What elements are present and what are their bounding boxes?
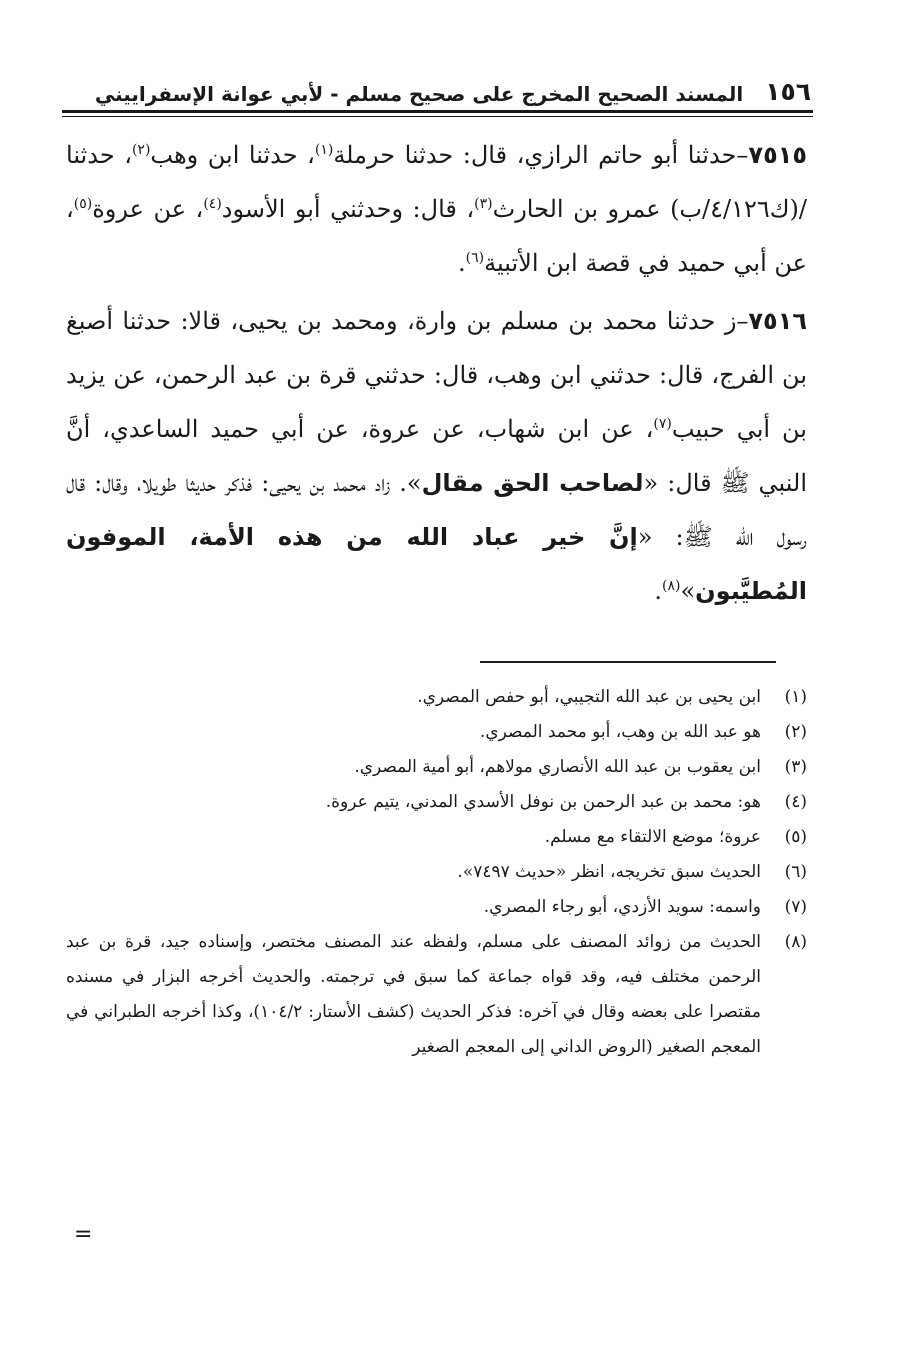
footnote-2: [66, 715, 807, 750]
prophetic-quote: لصاحب الحق مقال: [421, 469, 644, 497]
footnote-text: هو: محمد بن عبد الرحمن بن نوفل الأسدي المدني، يتيم عروة.: [325, 792, 761, 812]
footnote-8: [66, 925, 807, 1065]
hadith-number: ٧٥١٥: [748, 141, 808, 169]
page-header: [62, 60, 811, 106]
continuation-mark: =: [74, 1222, 93, 1247]
footnote-text: واسمه: سويد الأزدي، أبو رجاء المصري.: [483, 897, 761, 917]
header-rule: [62, 110, 813, 113]
prophetic-quote: إنَّ خير عباد الله من هذه الأمة، الموفون المُطيَّبون: [66, 523, 807, 605]
footnote-text: ابن يعقوب بن عبد الله الأنصاري مولاهم، أبو أمية المصري.: [354, 757, 761, 777]
hadith-text: –حدثنا أبو حاتم الرازي، قال: حدثنا حرملة: [333, 141, 749, 169]
footnote-text: ابن يحيى بن عبد الله التجيبي، أبو حفص المصري.: [417, 687, 761, 707]
footnote-ref: (١): [314, 142, 334, 158]
footnote-4: [66, 785, 807, 820]
page-number: ١٥٦: [765, 77, 811, 106]
hadith-text: ، قال: وحدثني أبو الأسود: [221, 195, 475, 223]
footnote-5: [66, 820, 807, 855]
footnote-ref: (٨): [662, 578, 681, 594]
footnote-ref: (٥): [73, 196, 93, 212]
footnote-ref: (٧): [653, 416, 672, 432]
footnote-1: [66, 680, 807, 715]
footnote-6: [66, 855, 807, 890]
footnotes: [66, 680, 807, 1065]
hadith-text: –ز حدثنا محمد بن مسلم بن وارة، ومحمد بن يحيى، قالا: حدثنا أصبغ بن الفرج، قال: حدثني ابن وهب، قال: حدثني قرة بن عبد الرحمن، عن يزيد بن أبي حبيب: [66, 307, 807, 443]
hadith-text: .: [457, 249, 466, 277]
header-rule-thin: [62, 116, 813, 117]
footnote-number: (٦): [784, 862, 807, 882]
footnote-3: [66, 750, 807, 785]
hadith-text: ». زاد محمد بن يحيى: فذكر حديثا طويلا، وقال: قال رسول الله ﷺ: «: [66, 469, 807, 551]
hadith-text: »: [680, 577, 696, 605]
footnote-text: الحديث سبق تخريجه، انظر «حديث ٧٤٩٧».: [457, 862, 761, 882]
hadith-7515: [66, 128, 807, 290]
footnote-number: (٣): [784, 757, 807, 777]
footnote-ref: (٣): [474, 196, 493, 212]
footnote-text: عروة؛ موضع الالتقاء مع مسلم.: [544, 827, 761, 847]
hadith-number: ٧٥١٦: [748, 307, 807, 335]
running-title: المسند الصحيح المخرج على صحيح مسلم - لأبي عوانة الإسفراييني: [94, 82, 744, 106]
footnote-ref: (٢): [131, 142, 151, 158]
footnote-text: هو عبد الله بن وهب، أبو محمد المصري.: [479, 722, 761, 742]
footnote-ref: (٦): [465, 250, 485, 266]
main-text: [66, 128, 807, 622]
hadith-text: .: [654, 577, 662, 605]
hadith-7516: [66, 294, 807, 618]
hadith-text: ، حدثنا /(ك٤/١٢٦/ب) عمرو بن الحارث: [66, 141, 807, 223]
footnote-number: (٤): [784, 792, 807, 812]
footnote-number: (٢): [784, 722, 807, 742]
hadith-text: ، عن ابن شهاب، عن عروة، عن أبي حميد الساعدي، أنَّ النبي ﷺ قال: «: [66, 415, 807, 497]
footnote-number: (١): [784, 687, 807, 707]
hadith-text: ، حدثنا ابن وهب: [150, 141, 315, 169]
footnote-ref: (٤): [203, 196, 222, 212]
footnote-separator: [480, 661, 776, 663]
footnote-number: (٥): [784, 827, 807, 847]
footnote-number: (٧): [784, 897, 807, 917]
hadith-text: ، عن أبي حميد في قصة ابن الأتبية: [66, 195, 807, 277]
footnote-number: (٨): [784, 932, 807, 952]
hadith-text: ، عن عروة: [92, 195, 204, 223]
footnote-text: الحديث من زوائد المصنف على مسلم، ولفظه عند المصنف مختصر، وإسناده جيد، قرة بن عبد الرحمن مختلف فيه، وقد قواه جماعة كما سبق في ترجمته. والحديث أخرجه البزار في مسنده مقتصرا على بعضه وقال في آخره: فذكر الحديث (كشف الأستار: ١٠٤/٢)، وكذا أخرجه الطبراني في المعجم الصغير (الروض الداني إلى المعجم الصغير: [66, 932, 761, 1057]
footnote-7: [66, 890, 807, 925]
